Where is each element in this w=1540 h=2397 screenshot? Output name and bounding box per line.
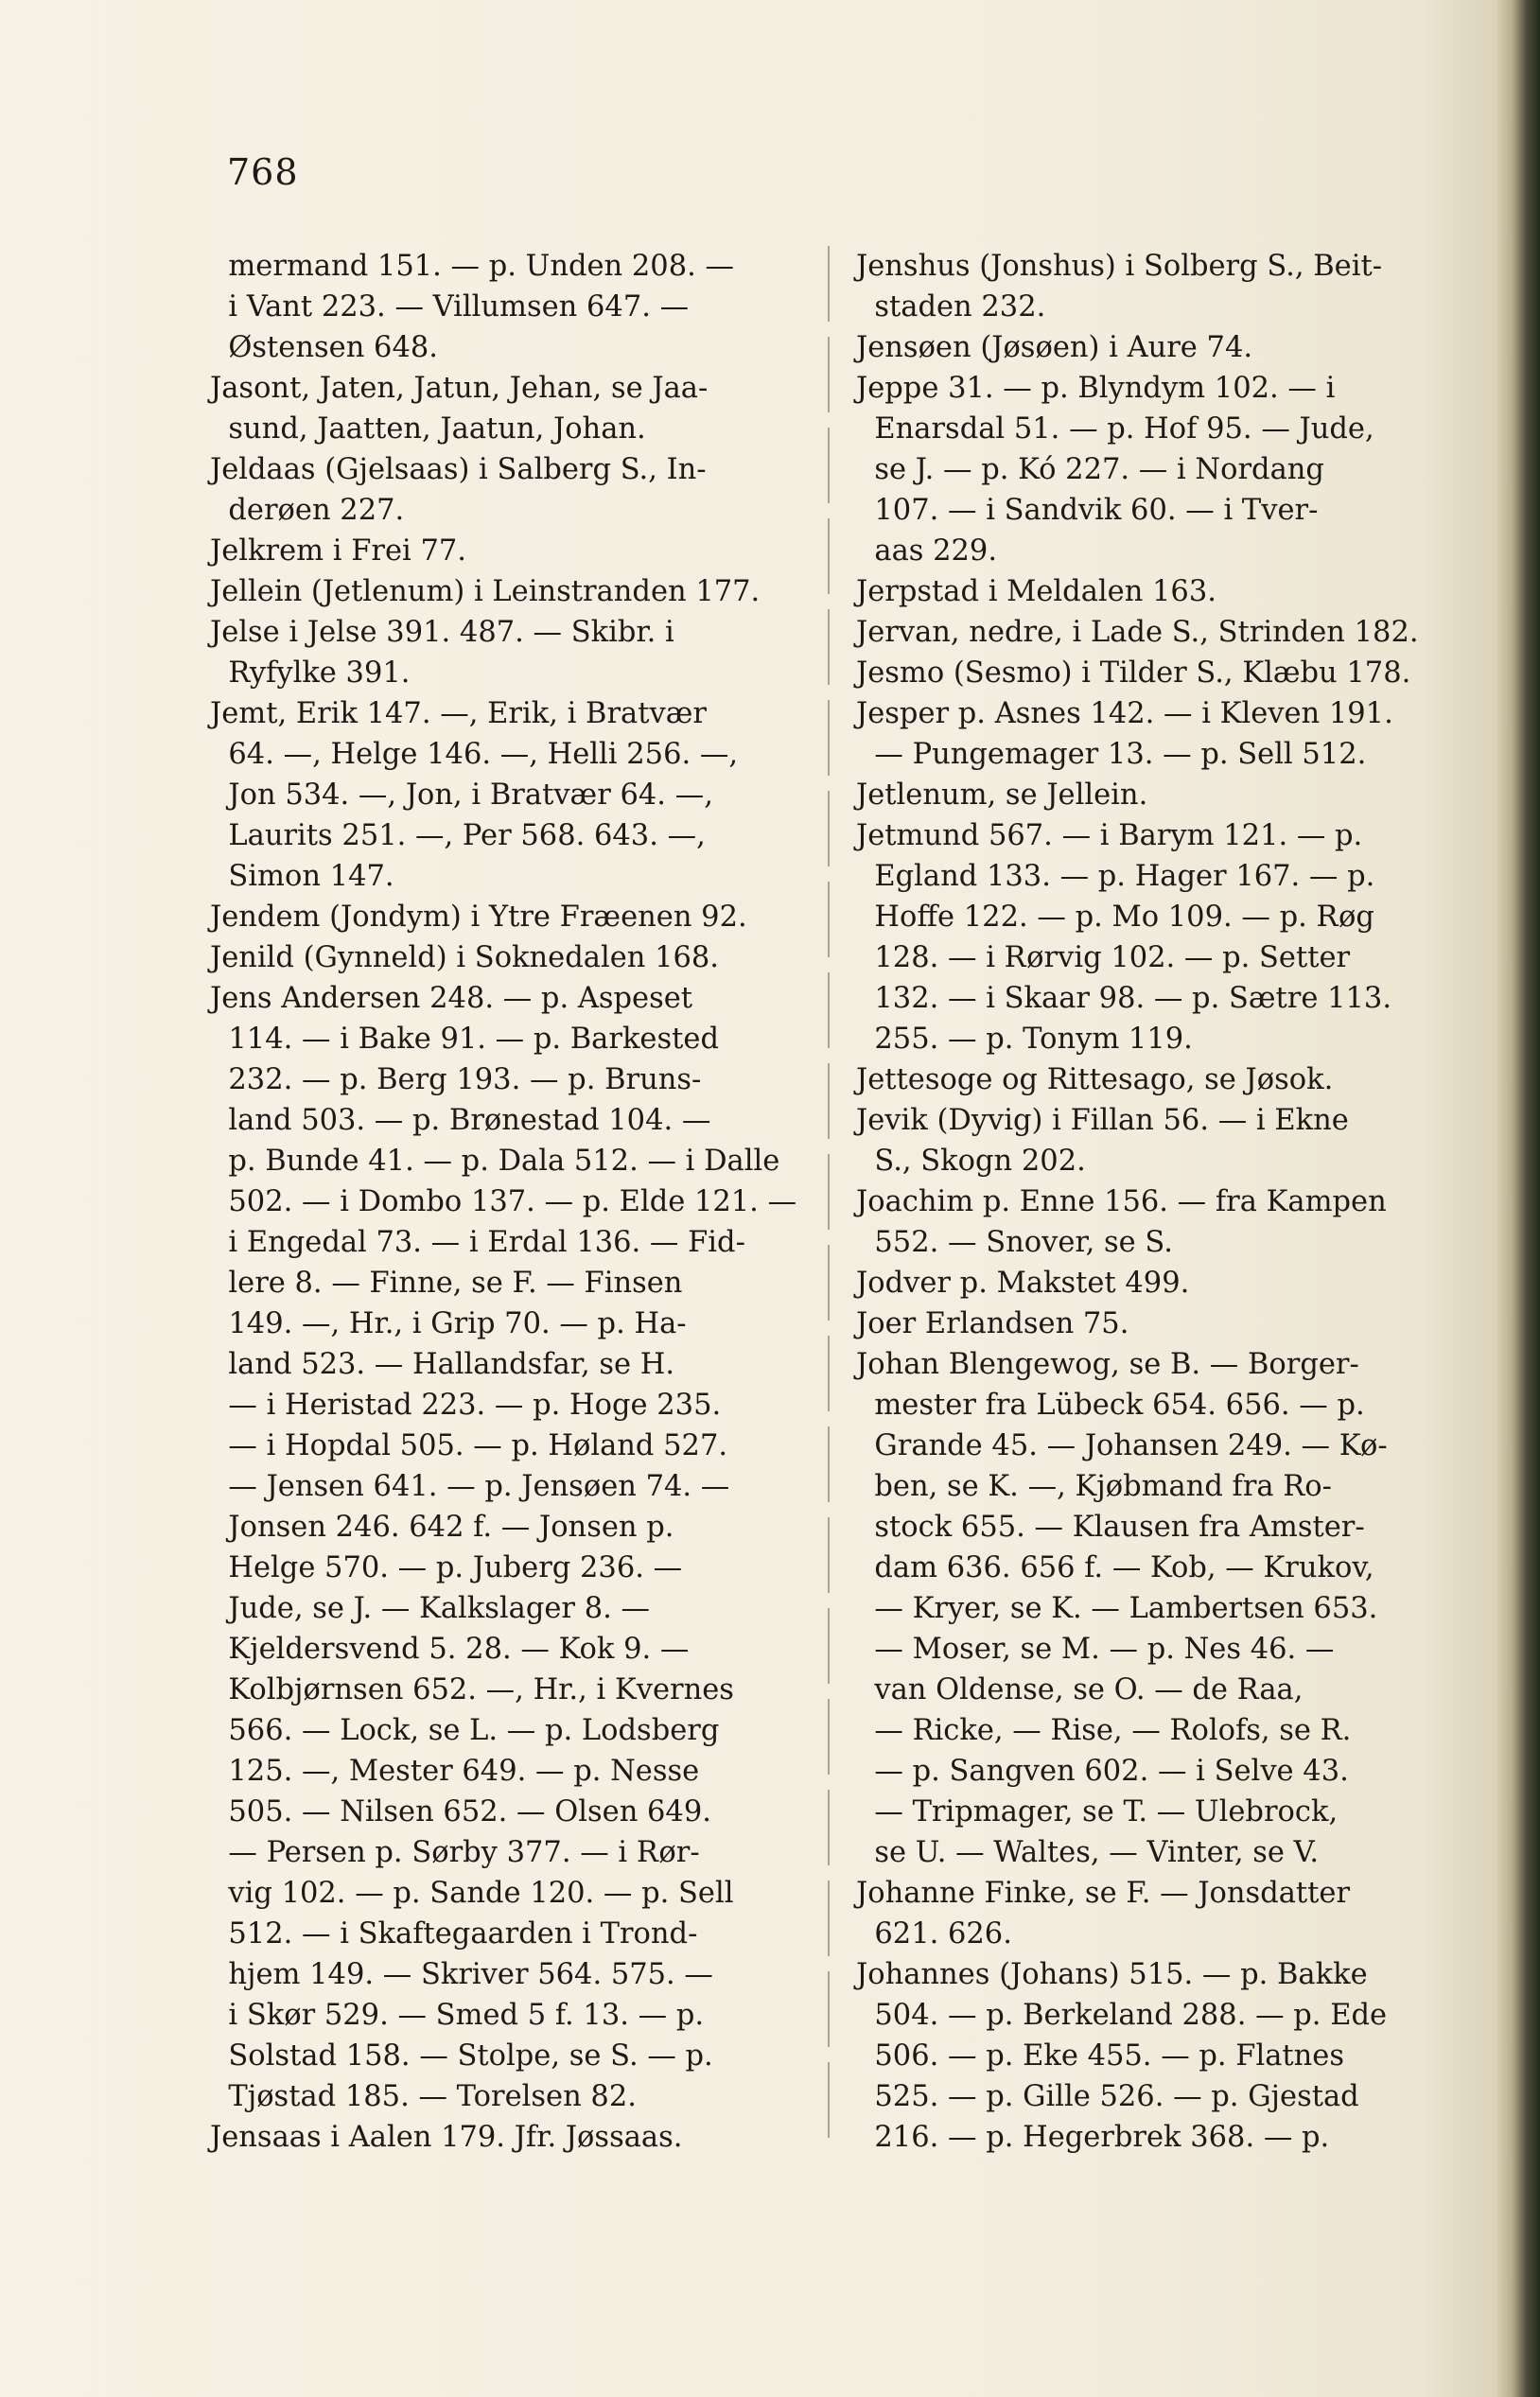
index-line: p. Bunde 41. — p. Dala 512. — i Dalle xyxy=(210,1145,780,1178)
index-line: Jesper p. Asnes 142. — i Kleven 191. xyxy=(856,697,1393,730)
index-line: land 503. — p. Brønestad 104. — xyxy=(210,1104,711,1137)
index-line: Jens Andersen 248. — p. Aspeset xyxy=(210,982,693,1015)
index-line: 128. — i Rørvig 102. — p. Setter xyxy=(856,941,1351,974)
index-line: Jensaas i Aalen 179. Jfr. Jøssaas. xyxy=(210,2121,683,2154)
index-line: van Oldense, se O. — de Raa, xyxy=(856,1673,1304,1706)
index-line: 504. — p. Berkeland 288. — p. Ede xyxy=(856,1999,1388,2032)
index-line: 64. —, Helge 146. —, Helli 256. —, xyxy=(210,738,739,771)
index-line: Jeppe 31. — p. Blyndym 102. — i xyxy=(856,372,1336,405)
index-line: derøen 227. xyxy=(210,494,405,527)
index-line: Hoffe 122. — p. Mo 109. — p. Røg xyxy=(856,901,1374,934)
index-line: Laurits 251. —, Per 568. 643. —, xyxy=(210,819,706,852)
index-line: — Ricke, — Rise, — Rolofs, se R. xyxy=(856,1714,1352,1747)
index-line: Kjeldersvend 5. 28. — Kok 9. — xyxy=(210,1633,690,1666)
index-line: 149. —, Hr., i Grip 70. — p. Ha- xyxy=(210,1307,687,1340)
index-line: Jevik (Dyvig) i Fillan 56. — i Ekne xyxy=(856,1104,1349,1137)
index-line: mermand 151. — p. Unden 208. — xyxy=(210,250,734,283)
index-line: S., Skogn 202. xyxy=(856,1145,1086,1178)
index-line: Tjøstad 185. — Torelsen 82. xyxy=(210,2080,637,2113)
index-line: 114. — i Bake 91. — p. Barkested xyxy=(210,1023,719,1056)
index-line: dam 636. 656 f. — Kob, — Krukov, xyxy=(856,1551,1374,1584)
index-line: Jelse i Jelse 391. 487. — Skibr. i xyxy=(210,616,674,649)
right-column xyxy=(856,246,1461,2158)
index-line: Jetmund 567. — i Barym 121. — p. xyxy=(856,819,1363,852)
index-line: staden 232. xyxy=(856,290,1046,324)
index-line: 506. — p. Eke 455. — p. Flatnes xyxy=(856,2039,1345,2073)
index-line: aas 229. xyxy=(856,534,998,568)
index-line: Jasont, Jaten, Jatun, Jehan, se Jaa- xyxy=(210,372,709,405)
index-line: Jon 534. —, Jon, i Bratvær 64. —, xyxy=(210,779,713,812)
index-line: i Skør 529. — Smed 5 f. 13. — p. xyxy=(210,1999,705,2032)
index-line: mester fra Lübeck 654. 656. — p. xyxy=(856,1389,1365,1422)
index-line: i Vant 223. — Villumsen 647. — xyxy=(210,290,690,324)
left-column xyxy=(210,246,815,2158)
index-line: Egland 133. — p. Hager 167. — p. xyxy=(856,860,1375,893)
index-line: Jeldaas (Gjelsaas) i Salberg S., In- xyxy=(210,453,707,486)
index-line: vig 102. — p. Sande 120. — p. Sell xyxy=(210,1877,734,1910)
index-line: 255. — p. Tonym 119. xyxy=(856,1023,1193,1056)
index-line: 621. 626. xyxy=(856,1917,1012,1951)
index-line: lere 8. — Finne, se F. — Finsen xyxy=(210,1267,683,1300)
index-line: Solstad 158. — Stolpe, se S. — p. xyxy=(210,2039,713,2073)
index-line: ben, se K. —, Kjøbmand fra Ro- xyxy=(856,1470,1332,1503)
index-line: sund, Jaatten, Jaatun, Johan. xyxy=(210,412,646,446)
index-line: 502. — i Dombo 137. — p. Elde 121. — xyxy=(210,1185,797,1218)
index-line: Joachim p. Enne 156. — fra Kampen xyxy=(856,1185,1387,1218)
index-line: Jendem (Jondym) i Ytre Fræenen 92. xyxy=(210,901,747,934)
binding-edge xyxy=(1496,0,1540,2397)
index-line: Grande 45. — Johansen 249. — Kø- xyxy=(856,1429,1388,1462)
index-line: 512. — i Skaftegaarden i Trond- xyxy=(210,1917,698,1951)
index-line: 107. — i Sandvik 60. — i Tver- xyxy=(856,494,1319,527)
index-line: 525. — p. Gille 526. — p. Gjestad xyxy=(856,2080,1359,2113)
index-line: Johanne Finke, se F. — Jonsdatter xyxy=(856,1877,1351,1910)
index-line: Helge 570. — p. Juberg 236. — xyxy=(210,1551,683,1584)
index-line: Jenild (Gynneld) i Soknedalen 168. xyxy=(210,941,719,974)
index-line: Jude, se J. — Kalkslager 8. — xyxy=(210,1592,651,1625)
index-line: hjem 149. — Skriver 564. 575. — xyxy=(210,1958,713,1991)
index-line: Jesmo (Sesmo) i Tilder S., Klæbu 178. xyxy=(856,656,1411,690)
index-line: Østensen 648. xyxy=(210,331,438,364)
index-line: Jellein (Jetlenum) i Leinstranden 177. xyxy=(210,575,761,608)
index-line: 216. — p. Hegerbrek 368. — p. xyxy=(856,2121,1330,2154)
index-line: Jodver p. Makstet 499. xyxy=(856,1267,1190,1300)
index-line: Jerpstad i Meldalen 163. xyxy=(856,575,1216,608)
index-line: Joer Erlandsen 75. xyxy=(856,1307,1129,1340)
index-line: Jetlenum, se Jellein. xyxy=(856,779,1148,812)
index-line: se U. — Waltes, — Vinter, se V. xyxy=(856,1836,1320,1869)
index-line: Jensøen (Jøsøen) i Aure 74. xyxy=(856,331,1253,364)
index-line: se J. — p. Kó 227. — i Nordang xyxy=(856,453,1324,486)
index-line: — Jensen 641. — p. Jensøen 74. — xyxy=(210,1470,730,1503)
page-number: 768 xyxy=(227,151,299,193)
index-line: — Moser, se M. — p. Nes 46. — xyxy=(856,1633,1335,1666)
index-line: Simon 147. xyxy=(210,860,394,893)
index-line: land 523. — Hallandsfar, se H. xyxy=(210,1348,675,1381)
index-line: Jemt, Erik 147. —, Erik, i Bratvær xyxy=(210,697,707,730)
index-line: 505. — Nilsen 652. — Olsen 649. xyxy=(210,1795,711,1828)
index-line: 232. — p. Berg 193. — p. Bruns- xyxy=(210,1063,702,1096)
index-line: Enarsdal 51. — p. Hof 95. — Jude, xyxy=(856,412,1374,446)
index-line: — p. Sangven 602. — i Selve 43. xyxy=(856,1755,1349,1788)
index-line: — Kryer, se K. — Lambertsen 653. xyxy=(856,1592,1378,1625)
index-line: Ryfylke 391. xyxy=(210,656,411,690)
index-line: 566. — Lock, se L. — p. Lodsberg xyxy=(210,1714,720,1747)
index-line: Johannes (Johans) 515. — p. Bakke xyxy=(856,1958,1368,1991)
index-line: 552. — Snover, se S. xyxy=(856,1226,1173,1259)
index-line: Johan Blengewog, se B. — Borger- xyxy=(856,1348,1359,1381)
index-line: — Tripmager, se T. — Ulebrock, xyxy=(856,1795,1339,1828)
index-line: Jonsen 246. 642 f. — Jonsen p. xyxy=(210,1511,674,1544)
index-line: Jelkrem i Frei 77. xyxy=(210,534,466,568)
index-line: 132. — i Skaar 98. — p. Sætre 113. xyxy=(856,982,1392,1015)
index-line: 125. —, Mester 649. — p. Nesse xyxy=(210,1755,700,1788)
index-line: stock 655. — Klausen fra Amster- xyxy=(856,1511,1365,1544)
index-line: — i Heristad 223. — p. Hoge 235. xyxy=(210,1389,722,1422)
index-line: — i Hopdal 505. — p. Høland 527. xyxy=(210,1429,728,1462)
index-line: Jervan, nedre, i Lade S., Strinden 182. xyxy=(856,616,1419,649)
index-line: Jenshus (Jonshus) i Solberg S., Beit- xyxy=(856,250,1383,283)
index-line: Jettesoge og Rittesago, se Jøsok. xyxy=(856,1063,1334,1096)
index-line: — Persen p. Sørby 377. — i Rør- xyxy=(210,1836,700,1869)
index-line: i Engedal 73. — i Erdal 136. — Fid- xyxy=(210,1226,745,1259)
index-line: Kolbjørnsen 652. —, Hr., i Kvernes xyxy=(210,1673,734,1706)
index-line: — Pungemager 13. — p. Sell 512. xyxy=(856,738,1367,771)
column-divider xyxy=(828,246,830,2147)
